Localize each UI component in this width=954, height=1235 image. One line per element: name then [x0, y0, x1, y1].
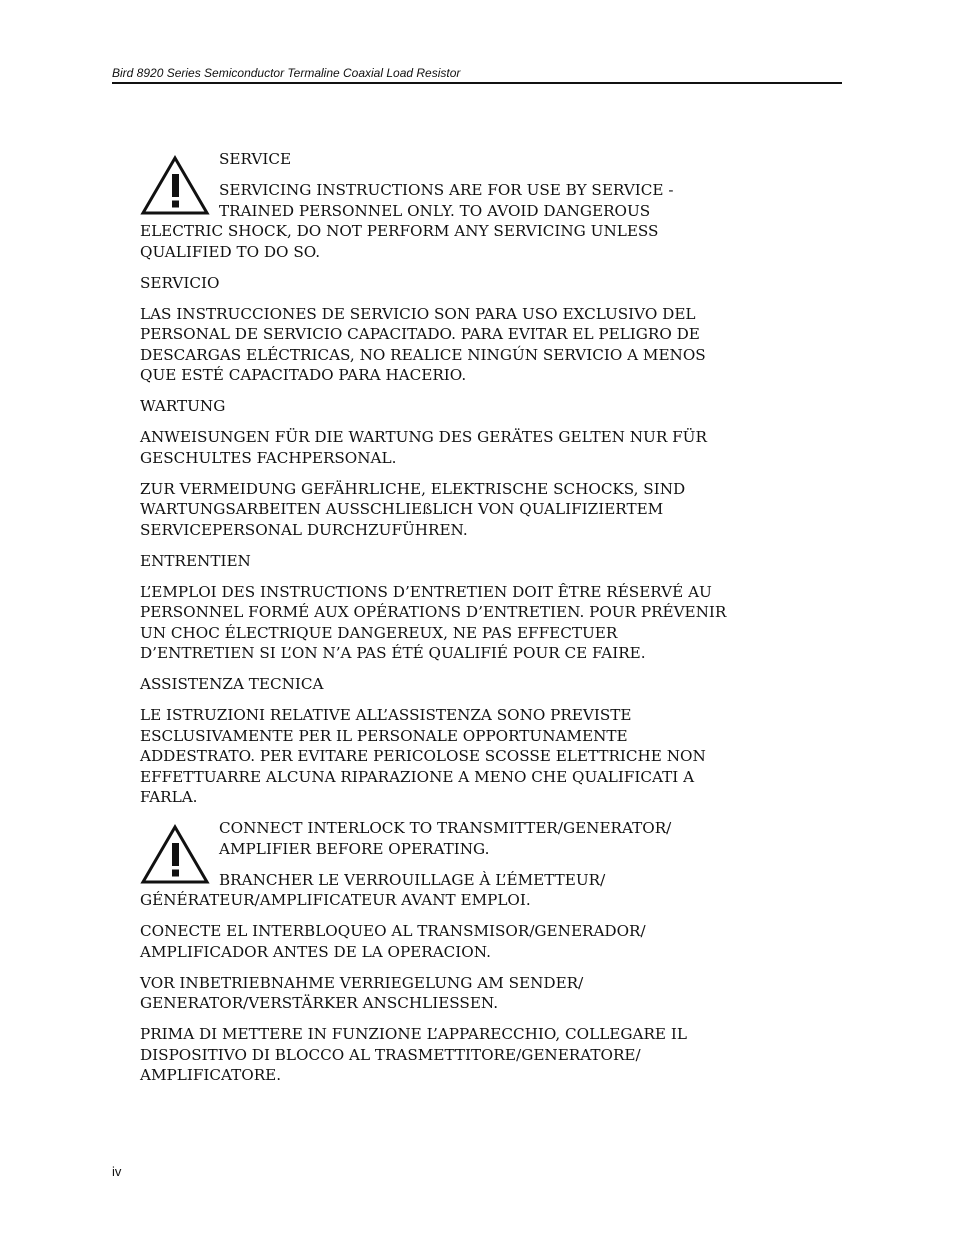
interlock-en-line-1: CONNECT INTERLOCK TO TRANSMITTER/GENERATOR/	[219, 819, 672, 837]
service-text-line-1: SERVICING INSTRUCTIONS ARE FOR USE BY SERVICE -	[219, 181, 674, 199]
page-number: iv	[112, 1164, 122, 1179]
service-text-rest: ELECTRIC SHOCK, DO NOT PERFORM ANY SERVICING UNLESS QUALIFIED TO DO SO.	[140, 222, 659, 261]
safety-content	[140, 149, 730, 1096]
service-warning-block	[140, 149, 730, 262]
service-body-it: LE ISTRUZIONI RELATIVE ALL’ASSISTENZA SONO PREVISTE ESCLUSIVAMENTE PER IL PERSONALE OPPORTUNAMENTE ADDESTRATO. PER EVITARE PERICOLOSE SCOSSE ELETTRICHE NON EFFETTUARRE ALCUNA RIPARAZIONE A MENO CHE QUALIFICATI A FARLA.	[140, 706, 706, 806]
warning-triangle-icon	[140, 155, 210, 215]
service-body-fr: L’EMPLOI DES INSTRUCTIONS D’ENTRETIEN DOIT ÊTRE RÉSERVÉ AU PERSONNEL FORMÉ AUX OPÉRATIONS D’ENTRETIEN. POUR PRÉVENIR UN CHOC ÉLECTRIQUE DANGEREUX, NE PAS EFFECTUER D’ENTRETIEN SI L’ON N’A PAS ÉTÉ QUALIFIÉ POUR CE FAIRE.	[140, 582, 727, 662]
interlock-warning-block	[140, 818, 730, 911]
service-body-es: LAS INSTRUCCIONES DE SERVICIO SON PARA USO EXCLUSIVO DEL PERSONAL DE SERVICIO CAPACITADO. PARA EVITAR EL PELIGRO DE DESCARGAS ELÉCTRICAS, NO REALICE NINGÚN SERVICIO A MENOS QUE ESTÉ CAPACITADO PARA HACERIO.	[140, 304, 706, 384]
interlock-it: PRIMA DI METTERE IN FUNZIONE L’APPARECCHIO, COLLEGARE IL DISPOSITIVO DI BLOCCO AL TRASMETTITORE/GENERATORE/ AMPLIFICATORE.	[140, 1025, 687, 1084]
service-heading-it: ASSISTENZA TECNICA	[140, 675, 324, 693]
service-body-de-1: ANWEISUNGEN FÜR DIE WARTUNG DES GERÄTES GELTEN NUR FÜR GESCHULTES FACHPERSONAL.	[140, 428, 707, 467]
interlock-fr-line-1: BRANCHER LE VERROUILLAGE À L’ÉMETTEUR/	[219, 870, 606, 889]
warning-triangle-icon	[140, 824, 210, 884]
service-heading-en: SERVICE	[219, 150, 292, 168]
interlock-en-line-2: AMPLIFIER BEFORE OPERATING.	[219, 839, 490, 858]
service-heading-es: SERVICIO	[140, 273, 220, 292]
interlock-fr-rest: GÉNÉRATEUR/AMPLIFICATEUR AVANT EMPLOI.	[140, 891, 531, 909]
service-heading-fr: ENTRENTIEN	[140, 551, 251, 570]
interlock-es: CONECTE EL INTERBLOQUEO AL TRANSMISOR/GENERADOR/ AMPLIFICADOR ANTES DE LA OPERACION.	[140, 922, 646, 961]
interlock-de: VOR INBETRIEBNAHME VERRIEGELUNG AM SENDER/ GENERATOR/VERSTÄRKER ANSCHLIESSEN.	[140, 973, 584, 1012]
service-body-de-2: ZUR VERMEIDUNG GEFÄHRLICHE, ELEKTRISCHE SCHOCKS, SIND WARTUNGSARBEITEN AUSSCHLIEßLICH VON QUALIFIZIERTEM SERVICEPERSONAL DURCHZUFÜHREN.	[140, 479, 686, 539]
service-text-line-2: TRAINED PERSONNEL ONLY. TO AVOID DANGEROUS	[219, 201, 651, 220]
running-header: Bird 8920 Series Semiconductor Termaline Coaxial Load Resistor	[112, 66, 842, 84]
service-heading-de: WARTUNG	[140, 397, 226, 415]
